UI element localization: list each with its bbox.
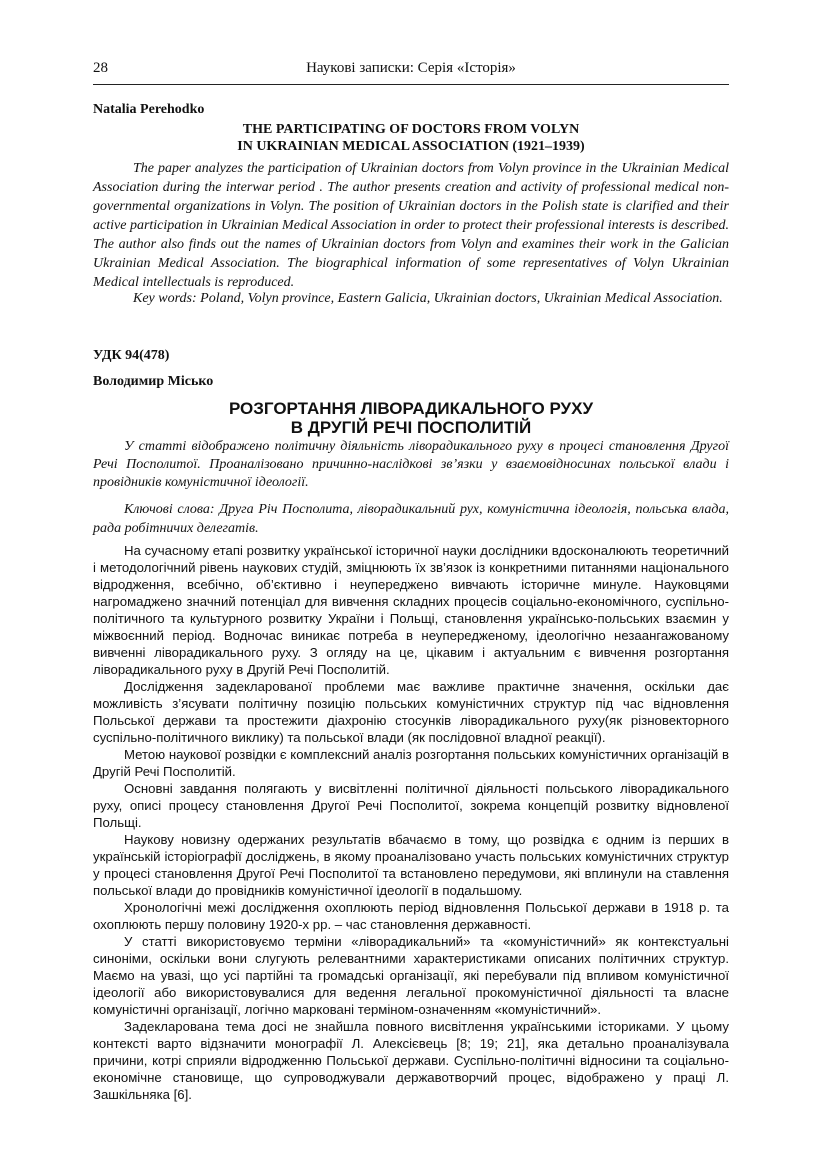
article-author: Володимир Місько	[93, 374, 214, 389]
body-paragraph: На сучасному етапі розвитку української історичної науки дослідники вдосконалюють теоретичний і методологічний рівень наукових студій, зміцнюють їх зв’язок із конкретними питаннями національного відродження, всебічно, об’єктивно і неупереджено вивчають історичне минуле. Науковцями нагромаджено значний потенціал для вивчення складних процесів соціально-економічного, суспільно-політичного та культурного розвитку України і Польщі, становлення українсько-польських взаємин у міжвоєнний період. Водночас виникає потреба в неупередженому, ідеологічно незаангажованому вивченні ліворадикального руху. З огляду на це, цікавим і актуальним є вивчення розгортання ліворадикального руху в Другій Речі Посполитій.	[93, 543, 729, 677]
article-body	[93, 542, 729, 1103]
article-title-line-1: РОЗГОРТАННЯ ЛІВОРАДИКАЛЬНОГО РУХУ	[228, 399, 594, 418]
article-abstract: У статті відображено політичну діяльність ліворадикального руху в процесі становлення Другої Речі Посполитої. Проаналізовано причинно-наслідкові зв’язки у взаємовідносинах польської влади і провідників комуністичної ідеології.	[93, 439, 729, 490]
body-paragraph: Метою наукової розвідки є комплексний аналіз розгортання польських комуністичних організацій в Другій Речі Посполитій.	[93, 747, 729, 779]
english-keywords: Key words: Poland, Volyn province, Eastern Galicia, Ukrainian doctors, Ukrainian Medical Association.	[133, 291, 723, 306]
udk-code: УДК 94(478)	[93, 348, 170, 363]
body-paragraph: Хронологічні межі дослідження охоплюють період відновлення Польської держави в 1918 р. та охоплюють першу половину 1920-х рр. – час становлення державності.	[93, 900, 729, 932]
article-title-line-2: В ДРУГІЙ РЕЧІ ПОСПОЛИТІЙ	[290, 418, 532, 437]
body-paragraph: Основні завдання полягають у висвітленні політичної діяльності польського ліворадикального руху, описі процесу становлення Другої Речі Посполитої, зокрема концепцій розвитку відновленої Польщі.	[93, 781, 729, 830]
running-head	[93, 60, 729, 82]
body-paragraph: Наукову новизну одержаних результатів вбачаємо в тому, що розвідка є одним із перших в українській історіографії досліджень, в якому проаналізовано участь польських комуністичних структур у процесі становлення Другої Речі Посполитої та встановлено передумови, які вплинули на ставлення польської влади до провідників комуністичної ідеології в подальшому.	[93, 832, 729, 898]
journal-title: Наукові записки: Серія «Історія»	[306, 60, 516, 76]
english-abstract: The paper analyzes the participation of Ukrainian doctors from Volyn province in the Ukrainian Medical Association during the interwar period . The author presents creation and activity of professional medical non-governmental organizations in Volyn. The position of Ukrainian doctors in the Polish state is clarified and their active participation in Ukrainian Medical Association in order to protect their professional interests is described. The author also finds out the names of Ukrainian doctors from Volyn and examines their work in the Galician Ukrainian Medical Association. The biographical information of some representatives of Volyn Ukrainian Medical intellectuals is reproduced.	[93, 161, 729, 290]
english-title	[93, 121, 729, 155]
article-keywords: Ключові слова: Друга Річ Посполита, ліворадикальний рух, комуністична ідеологія, польська влада, рада робітничих делегатів.	[93, 502, 729, 536]
english-title-line-1: THE PARTICIPATING OF DOCTORS FROM VOLYN	[242, 122, 580, 137]
page-number: 28	[93, 60, 108, 76]
body-paragraph: Задекларована тема досі не знайшла повного висвітлення українськими істориками. У цьому контексті варто відзначити монографії Л. Алексієвець [8; 19; 21], яка детально проаналізувала причини, котрі сприяли відродженню Польської держави. Суспільно-політичні відносини та соціально-економічне становище, що супроводжували державотворчий процес, відображено у праці Л. Зашкільняка [6].	[93, 1019, 729, 1102]
english-title-line-2: IN UKRAINIAN MEDICAL ASSOCIATION (1921–1939)	[237, 139, 585, 154]
english-author: Natalia Perehodko	[93, 102, 205, 117]
body-paragraph: У статті використовуємо терміни «ліворадикальний» та «комуністичний» як контекстуальні синоніми, оскільки вони слугують релевантними характеристиками описаних політичних структур. Маємо на увазі, що усі партійні та громадські організації, які перебували під впливом комуністичної ідеології або використовувалися для ведення легальної прокомуністичної діяльності та власне комуністичні організації, логічно марковані терміном-означенням «комуністичний».	[93, 934, 729, 1017]
body-paragraph: Дослідження задекларованої проблеми має важливе практичне значення, оскільки дає можливість з’ясувати політичну позицію польських комуністичних структур під час відновлення Польської держави та простежити діахронію стосунків ліворадикального руху(як різновекторного суспільно-політичного виклику) та польської влади (як послідовної владної реакції).	[93, 679, 729, 745]
article-title	[93, 399, 729, 437]
header-rule	[93, 84, 729, 85]
